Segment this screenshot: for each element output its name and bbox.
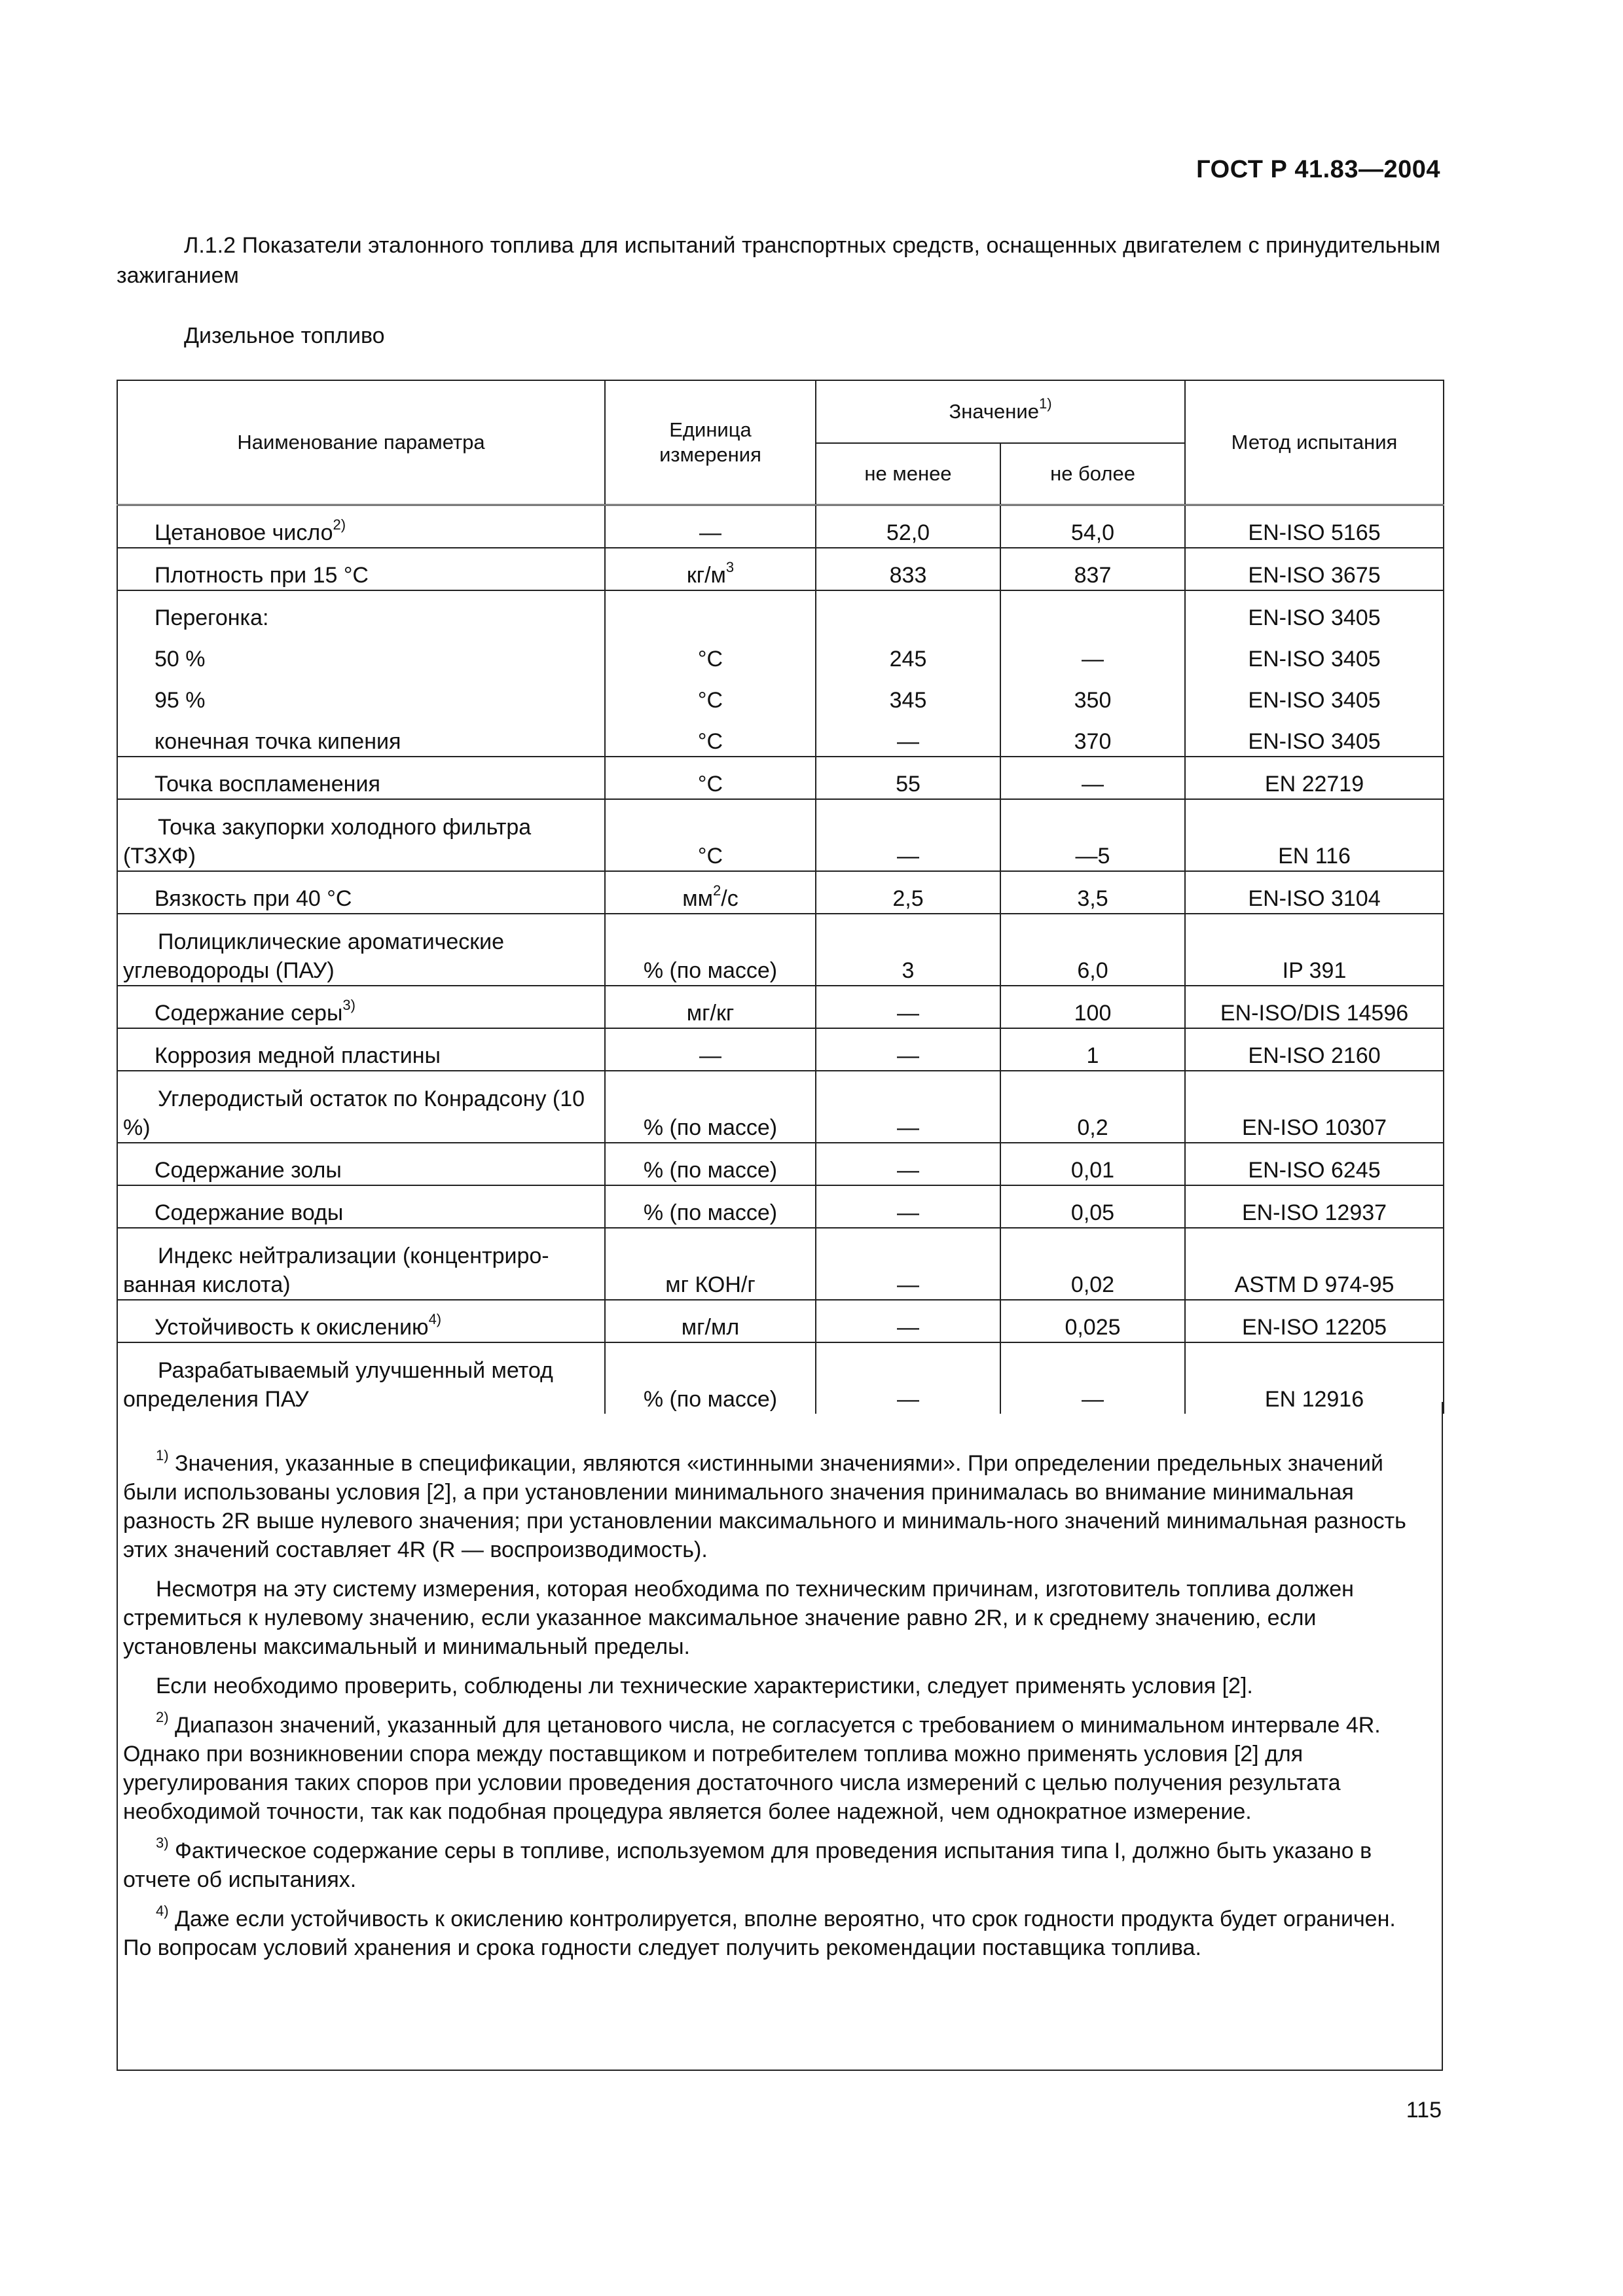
cell-max: 100 — [1000, 986, 1185, 1028]
parameter-name: Коррозия медной пластины — [155, 1043, 441, 1068]
footnote-text: Даже если устойчивость к окислению контролируется, вполне вероятно, что срок годности продукта будет ограничен. По вопросам условий хранения и срока годности следует получить рекомендации поставщика топлива. — [123, 1907, 1396, 1960]
cell-min: — — [816, 1185, 1000, 1228]
cell-min: 833 — [816, 548, 1000, 590]
fuel-spec-table — [117, 380, 1444, 1414]
cell-parameter — [117, 799, 605, 871]
cell-min: — — [816, 799, 1000, 871]
cell-method: EN-ISO 12937 — [1185, 1185, 1444, 1228]
unit-value: % (по массе) — [643, 1387, 778, 1412]
cell-max: 837 — [1000, 548, 1185, 590]
cell-min — [816, 590, 1000, 632]
cell-max: — — [1000, 1342, 1185, 1414]
parameter-name: Перегонка: — [155, 605, 269, 630]
unit-value: мг/мл — [681, 1315, 740, 1340]
unit-tail: /с — [721, 886, 739, 911]
table-row — [117, 673, 1444, 715]
unit-value: — — [699, 520, 721, 545]
cell-parameter — [117, 1228, 605, 1300]
cell-min: — — [816, 1028, 1000, 1071]
cell-method: EN 22719 — [1185, 757, 1444, 799]
cell-parameter — [117, 1143, 605, 1185]
unit-value: % (по массе) — [643, 1115, 778, 1140]
cell-max: 0,025 — [1000, 1300, 1185, 1342]
cell-max: 0,02 — [1000, 1228, 1185, 1300]
cell-max — [1000, 590, 1185, 632]
parameter-name: Индекс нейтрализации (концентриро-ванная кислота) — [123, 1244, 549, 1297]
parameter-name: Содержание серы — [155, 1001, 343, 1026]
cell-unit — [605, 590, 816, 632]
unit-exponent: 2 — [713, 882, 721, 899]
cell-min: 3 — [816, 914, 1000, 986]
cell-method: EN-ISO 6245 — [1185, 1143, 1444, 1185]
table-row — [117, 1028, 1444, 1071]
cell-unit — [605, 673, 816, 715]
unit-value: мг/кг — [686, 1001, 735, 1026]
header-parameter: Наименование параметра — [117, 380, 605, 505]
cell-method: EN-ISO/DIS 14596 — [1185, 986, 1444, 1028]
cell-min: — — [816, 715, 1000, 757]
document-code: ГОСТ Р 41.83—2004 — [1196, 156, 1440, 183]
unit-value: % (по массе) — [643, 1200, 778, 1225]
table-row — [117, 1228, 1444, 1300]
cell-unit — [605, 1300, 816, 1342]
cell-parameter — [117, 632, 605, 673]
cell-parameter — [117, 1300, 605, 1342]
cell-parameter — [117, 1071, 605, 1143]
cell-max: 6,0 — [1000, 914, 1185, 986]
footnote-text: Значения, указанные в спецификации, являются «истинными значениями». При определении предельных значений были использованы условия [2], а при установлении минимального значения принималась во внимание минимальная разность 2R выше нулевого значения; при установлении максимального и минималь-ного значений минимальная разность этих значений составляет 4R (R — воспроизводимость). — [123, 1451, 1406, 1562]
cell-min: — — [816, 1143, 1000, 1185]
footnote-marker: 1) — [156, 1446, 169, 1463]
parameter-name: Полициклические ароматические углеводороды (ПАУ) — [123, 929, 505, 983]
unit-value: °С — [697, 729, 723, 754]
table-row — [117, 632, 1444, 673]
footnote-paragraph — [123, 1672, 1415, 1700]
table-row — [117, 590, 1444, 632]
cell-min: 52,0 — [816, 505, 1000, 548]
cell-max: — — [1000, 632, 1185, 673]
cell-unit — [605, 632, 816, 673]
cell-method: EN-ISO 2160 — [1185, 1028, 1444, 1071]
cell-unit — [605, 1071, 816, 1143]
cell-method: EN 116 — [1185, 799, 1444, 871]
table-row — [117, 548, 1444, 590]
cell-max: —5 — [1000, 799, 1185, 871]
unit-value: °С — [697, 772, 723, 797]
cell-unit — [605, 505, 816, 548]
parameter-footnote-ref: 4) — [428, 1310, 442, 1327]
cell-method: EN-ISO 10307 — [1185, 1071, 1444, 1143]
cell-parameter — [117, 548, 605, 590]
unit-value: °С — [697, 688, 723, 713]
cell-unit — [605, 1028, 816, 1071]
page-number: 115 — [1406, 2098, 1442, 2123]
unit-value: % (по массе) — [643, 958, 778, 983]
cell-unit — [605, 1143, 816, 1185]
table-row — [117, 871, 1444, 914]
cell-min: 55 — [816, 757, 1000, 799]
header-value-footnote: 1) — [1038, 395, 1052, 412]
cell-method: EN-ISO 3675 — [1185, 548, 1444, 590]
unit-value: °С — [697, 647, 723, 672]
header-value — [816, 380, 1185, 443]
cell-parameter — [117, 673, 605, 715]
footnote-paragraph — [123, 1902, 1415, 1962]
cell-max: 370 — [1000, 715, 1185, 757]
parameter-name: Углеродистый остаток по Конрадсону (10 %) — [123, 1086, 585, 1140]
cell-method: ASTM D 974-95 — [1185, 1228, 1444, 1300]
table-row — [117, 1143, 1444, 1185]
footnotes-box — [117, 1402, 1443, 2071]
cell-max: 0,01 — [1000, 1143, 1185, 1185]
cell-max: 350 — [1000, 673, 1185, 715]
footnote-text: Фактическое содержание серы в топливе, используемом для проведения испытания типа I, должно быть указано в отчете об испытаниях. — [123, 1839, 1372, 1892]
footnote-text: Если необходимо проверить, соблюдены ли технические характеристики, следует применять условия [2]. — [156, 1674, 1253, 1698]
cell-unit — [605, 548, 816, 590]
parameter-name: 50 % — [155, 647, 206, 672]
footnote-marker: 3) — [156, 1834, 169, 1851]
header-value-label: Значение — [949, 400, 1039, 423]
table-row — [117, 1071, 1444, 1143]
table-body — [117, 505, 1444, 1414]
unit-value: °С — [697, 844, 723, 869]
header-unit — [605, 380, 816, 505]
parameter-name: Разрабатываемый улучшенный метод определения ПАУ — [123, 1358, 553, 1412]
footnote-paragraph — [123, 1708, 1415, 1826]
unit-value: — — [699, 1043, 721, 1068]
footnote-paragraph — [123, 1834, 1415, 1894]
cell-method: EN-ISO 3405 — [1185, 673, 1444, 715]
cell-max: 0,2 — [1000, 1071, 1185, 1143]
parameter-name: Плотность при 15 °С — [155, 563, 369, 588]
cell-parameter — [117, 1185, 605, 1228]
cell-parameter — [117, 715, 605, 757]
intro-paragraph: Л.1.2 Показатели эталонного топлива для испытаний транспортных средств, оснащенных двигателем с принудительным зажиганием — [117, 233, 1440, 288]
cell-method: EN-ISO 3405 — [1185, 715, 1444, 757]
parameter-name: Вязкость при 40 °С — [155, 886, 352, 911]
cell-max: 54,0 — [1000, 505, 1185, 548]
table-row — [117, 914, 1444, 986]
cell-parameter — [117, 871, 605, 914]
header-max: не более — [1000, 443, 1185, 505]
cell-min: — — [816, 1071, 1000, 1143]
parameter-name: Точка воспламенения — [155, 772, 380, 797]
unit-exponent: 3 — [725, 558, 735, 575]
cell-method: EN-ISO 5165 — [1185, 505, 1444, 548]
cell-parameter — [117, 1028, 605, 1071]
parameter-name: Цетановое число — [155, 520, 333, 545]
unit-value: % (по массе) — [643, 1158, 778, 1183]
cell-parameter — [117, 590, 605, 632]
cell-method: EN-ISO 3104 — [1185, 871, 1444, 914]
table-row — [117, 715, 1444, 757]
table-row — [117, 986, 1444, 1028]
unit-value: мм — [682, 886, 714, 911]
cell-min: 2,5 — [816, 871, 1000, 914]
cell-min: — — [816, 1300, 1000, 1342]
footnote-text: Несмотря на эту систему измерения, которая необходима по техническим причинам, изготовитель топлива должен стремиться к нулевому значению, если указанное максимальное значение равно 2R, и к среднему значению, если установлены максимальный и минимальный пределы. — [123, 1577, 1354, 1659]
footnote-marker: 4) — [156, 1902, 169, 1919]
cell-unit — [605, 1228, 816, 1300]
cell-min: 345 — [816, 673, 1000, 715]
cell-min: — — [816, 1228, 1000, 1300]
parameter-name: Содержание золы — [155, 1158, 342, 1183]
table-row — [117, 799, 1444, 871]
unit-value: кг/м — [686, 563, 726, 588]
cell-unit — [605, 757, 816, 799]
cell-method: EN-ISO 12205 — [1185, 1300, 1444, 1342]
cell-method: EN-ISO 3405 — [1185, 590, 1444, 632]
header-method: Метод испытания — [1185, 380, 1444, 505]
table-row — [117, 757, 1444, 799]
footnote-paragraph — [123, 1446, 1415, 1564]
cell-min: — — [816, 1342, 1000, 1414]
cell-parameter — [117, 986, 605, 1028]
cell-max: 0,05 — [1000, 1185, 1185, 1228]
cell-method: EN-ISO 3405 — [1185, 632, 1444, 673]
parameter-footnote-ref: 3) — [342, 996, 356, 1013]
parameter-footnote-ref: 2) — [333, 516, 346, 533]
footnote-text: Диапазон значений, указанный для цетанового числа, не согласуется с требованием о минимальном интервале 4R. Однако при возникновении спора между поставщиком и потребителем топлива можно применять условия [2] для урегулирования таких споров при условии проведения достаточного числа измерений с целью получения результата необходимой точности, так как подобная процедура является более надежной, чем однократное измерение. — [123, 1713, 1381, 1824]
table-row — [117, 1185, 1444, 1228]
parameter-name: Устойчивость к окислению — [155, 1315, 429, 1340]
cell-unit — [605, 1185, 816, 1228]
cell-unit — [605, 799, 816, 871]
cell-unit — [605, 871, 816, 914]
footnote-paragraph — [123, 1575, 1415, 1661]
cell-max: — — [1000, 757, 1185, 799]
table-subtitle: Дизельное топливо — [184, 323, 385, 348]
cell-max: 3,5 — [1000, 871, 1185, 914]
table-row — [117, 505, 1444, 548]
cell-parameter — [117, 914, 605, 986]
cell-method: EN 12916 — [1185, 1342, 1444, 1414]
parameter-name: 95 % — [155, 688, 206, 713]
cell-min: 245 — [816, 632, 1000, 673]
parameter-name: конечная точка кипения — [155, 729, 401, 754]
cell-method: IP 391 — [1185, 914, 1444, 986]
header-unit-line1: Единица — [669, 418, 752, 441]
unit-value: мг КОН/г — [665, 1272, 756, 1297]
cell-parameter — [117, 505, 605, 548]
header-unit-line2: измерения — [659, 443, 761, 466]
header-min: не менее — [816, 443, 1000, 505]
parameter-name: Содержание воды — [155, 1200, 344, 1225]
parameter-name: Точка закупорки холодного фильтра (ТЗХФ) — [123, 815, 532, 869]
table-row — [117, 1300, 1444, 1342]
cell-parameter — [117, 757, 605, 799]
footnote-marker: 2) — [156, 1708, 169, 1725]
cell-unit — [605, 715, 816, 757]
cell-unit — [605, 914, 816, 986]
cell-min: — — [816, 986, 1000, 1028]
cell-max: 1 — [1000, 1028, 1185, 1071]
cell-unit — [605, 986, 816, 1028]
